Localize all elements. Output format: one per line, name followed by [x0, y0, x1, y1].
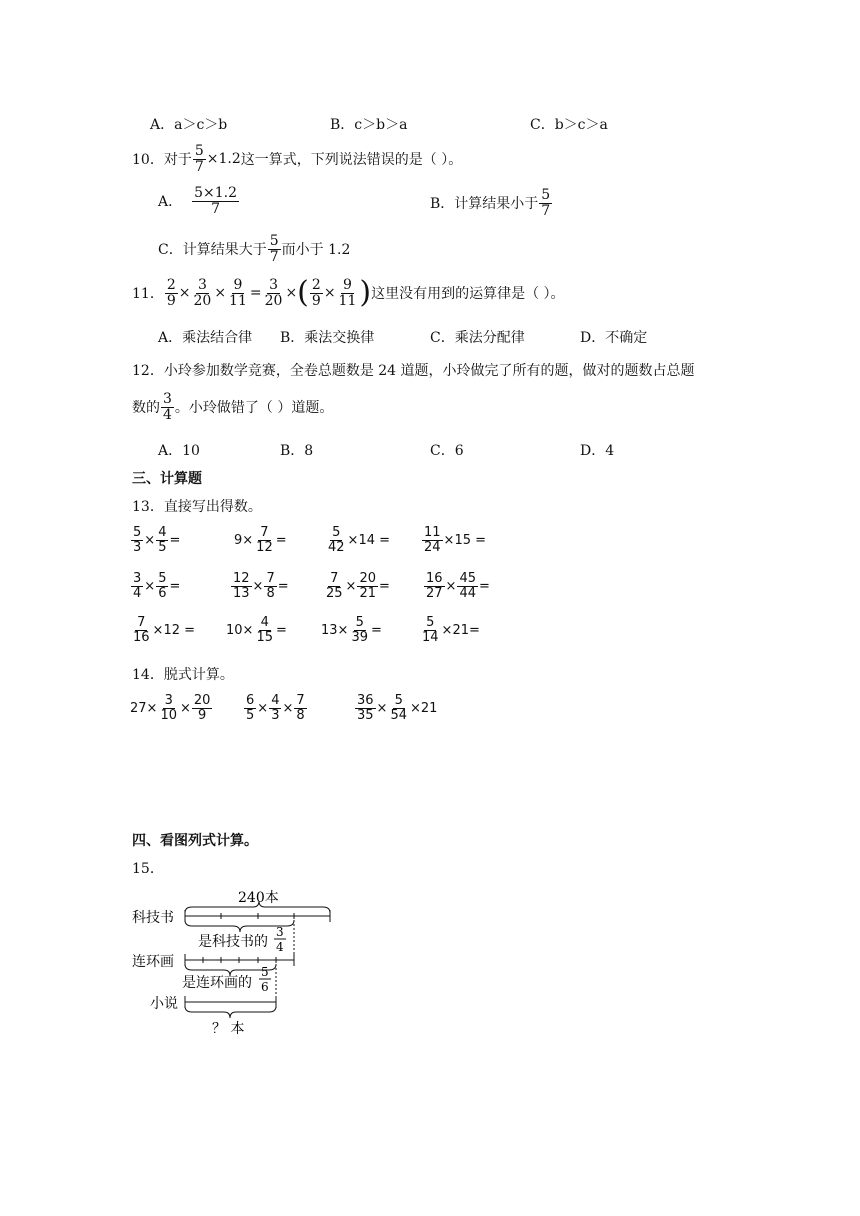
q11-option-d: D．不确定 [580, 330, 648, 346]
q13-expr: $\frac{7}{16}$ ×12 = [133, 615, 196, 645]
q12-line1: 12．小玲参加数学竞赛，全卷总题数是 24 道题，小玲做完了所有的题，做对的题数占总题 [132, 363, 695, 379]
q10-option-a: A． $\frac{5\times 1.2}{7}$ [158, 185, 238, 217]
row-label-keji: 科技书 [132, 910, 174, 926]
q12-line2: 数的 $\frac{3}{4}$ 。小玲做错了（ ）道题。 [132, 391, 334, 423]
q14-expr: $\frac{36}{35}$ × $\frac{5}{54}$ ×21 [357, 693, 438, 723]
q13-expr: $\frac{5}{3}$ × $\frac{4}{5}$ = [133, 525, 181, 555]
q11-stem: 11． $\frac{2}{9}$ × $\frac{3}{20}$ × $\frac{9}{11}$ = $\frac{3}{20}$ × ( $\frac{2}{9}$ × $\frac{9}{11}$ ) 这里没有用到的运算律是（ ）。 [132, 275, 565, 311]
q11-option-c: C．乘法分配律 [430, 330, 525, 346]
q13-expr: $\frac{16}{27}$ × $\frac{45}{44}$ = [426, 571, 490, 601]
q12-option-a: A．10 [158, 443, 200, 459]
q13-expr: $\frac{11}{24}$ ×15 = [424, 525, 487, 555]
q13-title: 13．直接写出得数。 [132, 499, 262, 515]
fraction: $\frac{5}{7}$ [194, 143, 204, 175]
q11-option-b: B．乘法交换律 [280, 330, 375, 346]
svg-text:是科技书的: 是科技书的 [198, 934, 268, 950]
total-label: 240本 [238, 890, 279, 906]
section-heading-3: 三、计算题 [132, 471, 202, 487]
svg-text:3: 3 [276, 925, 284, 939]
q12-option-d: D．4 [580, 443, 615, 459]
q13-expr: $\frac{7}{25}$ × $\frac{20}{21}$ = [326, 571, 390, 601]
q15-number: 15． [132, 861, 164, 877]
brace-question [185, 1006, 276, 1018]
svg-text:6: 6 [261, 980, 269, 994]
q14-expr: $\frac{6}{5}$ × $\frac{4}{3}$ × $\frac{7}{8}$ [246, 693, 305, 723]
q13-expr: 13× $\frac{5}{39}$ = [321, 615, 382, 645]
q13-expr: 9× $\frac{7}{12}$ = [234, 525, 287, 555]
q11-option-a: A．乘法结合律 [158, 330, 253, 346]
q14-expr: 27× $\frac{3}{10}$ × $\frac{20}{9}$ [130, 693, 211, 723]
q10-option-b: B． 计算结果小于 $\frac{5}{7}$ [430, 187, 551, 219]
q10-stem: 10． 对于 $\frac{5}{7}$ ×1.2 这一算式，下列说法错误的是（ ）。 [132, 143, 463, 175]
q12-option-c: C．6 [430, 443, 464, 459]
q9-option-c: C．b＞c＞a [530, 117, 608, 133]
q12-option-b: B．8 [280, 443, 314, 459]
q9-option-a: A．a＞c＞b [150, 117, 228, 133]
question-label: ？ 本 [212, 1021, 245, 1037]
svg-text:是连环画的: 是连环画的 [182, 975, 252, 991]
section-heading-4: 四、看图列式计算。 [132, 833, 258, 849]
row-label-xiaoshuo: 小说 [150, 996, 178, 1012]
row-label-lianhuan: 连环画 [132, 954, 174, 970]
q13-expr: 10× $\frac{4}{15}$ = [226, 615, 287, 645]
svg-text:4: 4 [276, 940, 284, 954]
q9-option-b: B．c＞b＞a [330, 117, 408, 133]
q13-expr: $\frac{12}{13}$ × $\frac{7}{8}$ = [233, 571, 289, 601]
q10-option-c: C． 计算结果大于 $\frac{5}{7}$ 而小于 1.2 [158, 233, 351, 265]
svg-text:5: 5 [261, 965, 269, 979]
q13-expr: $\frac{5}{14}$ ×21= [422, 615, 480, 645]
q13-expr: $\frac{3}{4}$ × $\frac{5}{6}$ = [133, 571, 181, 601]
segment-diagram [120, 880, 360, 1040]
q14-title: 14．脱式计算。 [132, 667, 234, 683]
q13-expr: $\frac{5}{42}$ ×14 = [328, 525, 391, 555]
